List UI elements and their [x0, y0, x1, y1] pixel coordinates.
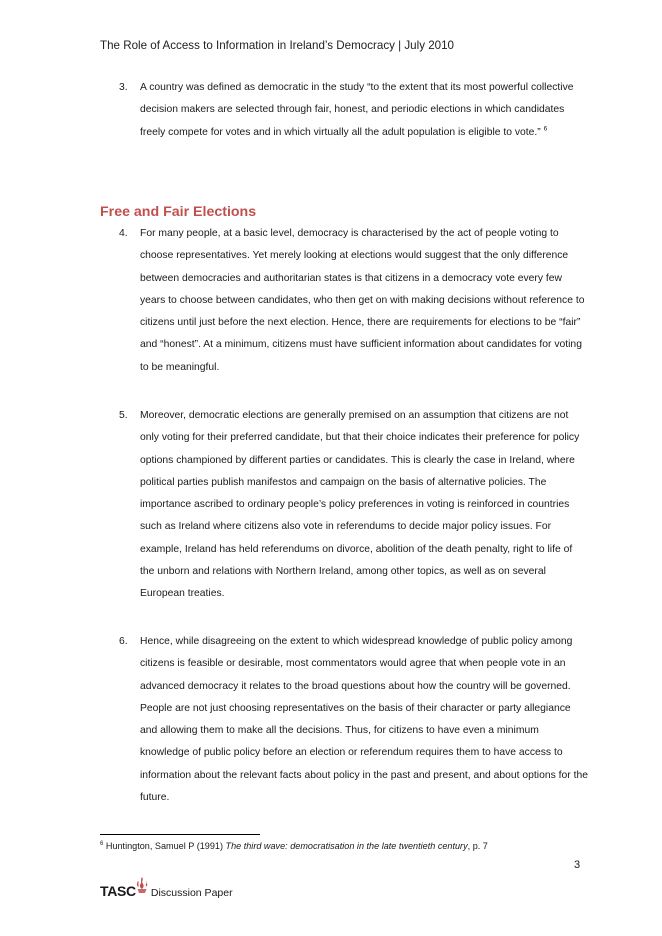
paragraph-text: A country was defined as democratic in the study “to the extent that its most powerful collective decision makers are selected through fair, honest, and periodic elections in which candidates freely compete for votes and in which virtually all the adult population is eligible to vote.”	[140, 82, 574, 138]
running-header: The Role of Access to Information in Ireland’s Democracy | July 2010	[100, 39, 454, 52]
paragraph-number: 5.	[119, 410, 128, 421]
paragraph-text: Moreover, democratic elections are generally premised on an assumption that citizens are not only voting for their preferred candidate, but that their choice indicates their preference for policy options championed by different parties or candidates. This is clearly the case in Ireland, where political parties publish manifestos and campaign on the basis of alternative policies. The importance ascribed to ordinary people’s policy preferences in voting is reinforced in countries such as Ireland where citizens also vote in referendums to decide major policy issues. For example, Ireland has held referendums on divorce, abolition of the death penalty, right to life of the unborn and relations with Northern Ireland, among other topics, as well as on several European treaties.	[140, 410, 580, 600]
footnote-marker: 6	[100, 840, 104, 847]
footnote-suffix: , p. 7	[467, 841, 488, 851]
paragraph-text: For many people, at a basic level, democracy is characterised by the act of people voting to choose representatives. Yet merely looking at elections would suggest that the only difference between democracies and authoritarian states is that citizens in a democracy vote every few years to choose between candidates, who then get on with making decisions without reference to citizens until just before the next election. Hence, there are requirements for elections to be “fair” and “honest”. At a minimum, citizens must have sufficient information about candidates for voting to be meaningful.	[140, 228, 585, 373]
page-number: 3	[574, 859, 581, 871]
flame-icon	[135, 876, 149, 894]
numbered-paragraph-5	[119, 405, 589, 606]
logo-caption: Discussion Paper	[150, 886, 233, 899]
section-heading: Free and Fair Elections	[100, 204, 257, 220]
paragraph-number: 4.	[119, 228, 128, 239]
numbered-paragraph-6	[119, 631, 589, 809]
footnote-separator	[100, 834, 260, 835]
logo-text: TASC	[100, 883, 136, 899]
footnote	[100, 841, 488, 851]
numbered-paragraph-4	[119, 223, 589, 379]
paragraph-number: 6.	[119, 636, 128, 647]
paragraph-text: Hence, while disagreeing on the extent to which widespread knowledge of public policy among citizens is feasible or desirable, most commentators would agree that when people vote in an advanced democracy it relates to the broad questions about how the country will be governed. People are not just choosing representatives on the basis of their character or party allegiance and allowing them to make all the decisions. Thus, for citizens to have even a minimum knowledge of public policy before an election or referendum requires them to have access to information about the relevant facts about policy in the past and present, and about options for the future.	[140, 636, 588, 804]
footnote-title: The third wave: democratisation in the late twentieth century	[225, 841, 468, 851]
numbered-paragraph-3	[119, 77, 589, 144]
footnote-reference[interactable]: 6	[543, 125, 548, 133]
tasc-logo	[100, 876, 233, 898]
paragraph-number: 3.	[119, 82, 128, 93]
footnote-prefix: Huntington, Samuel P (1991)	[103, 841, 226, 851]
